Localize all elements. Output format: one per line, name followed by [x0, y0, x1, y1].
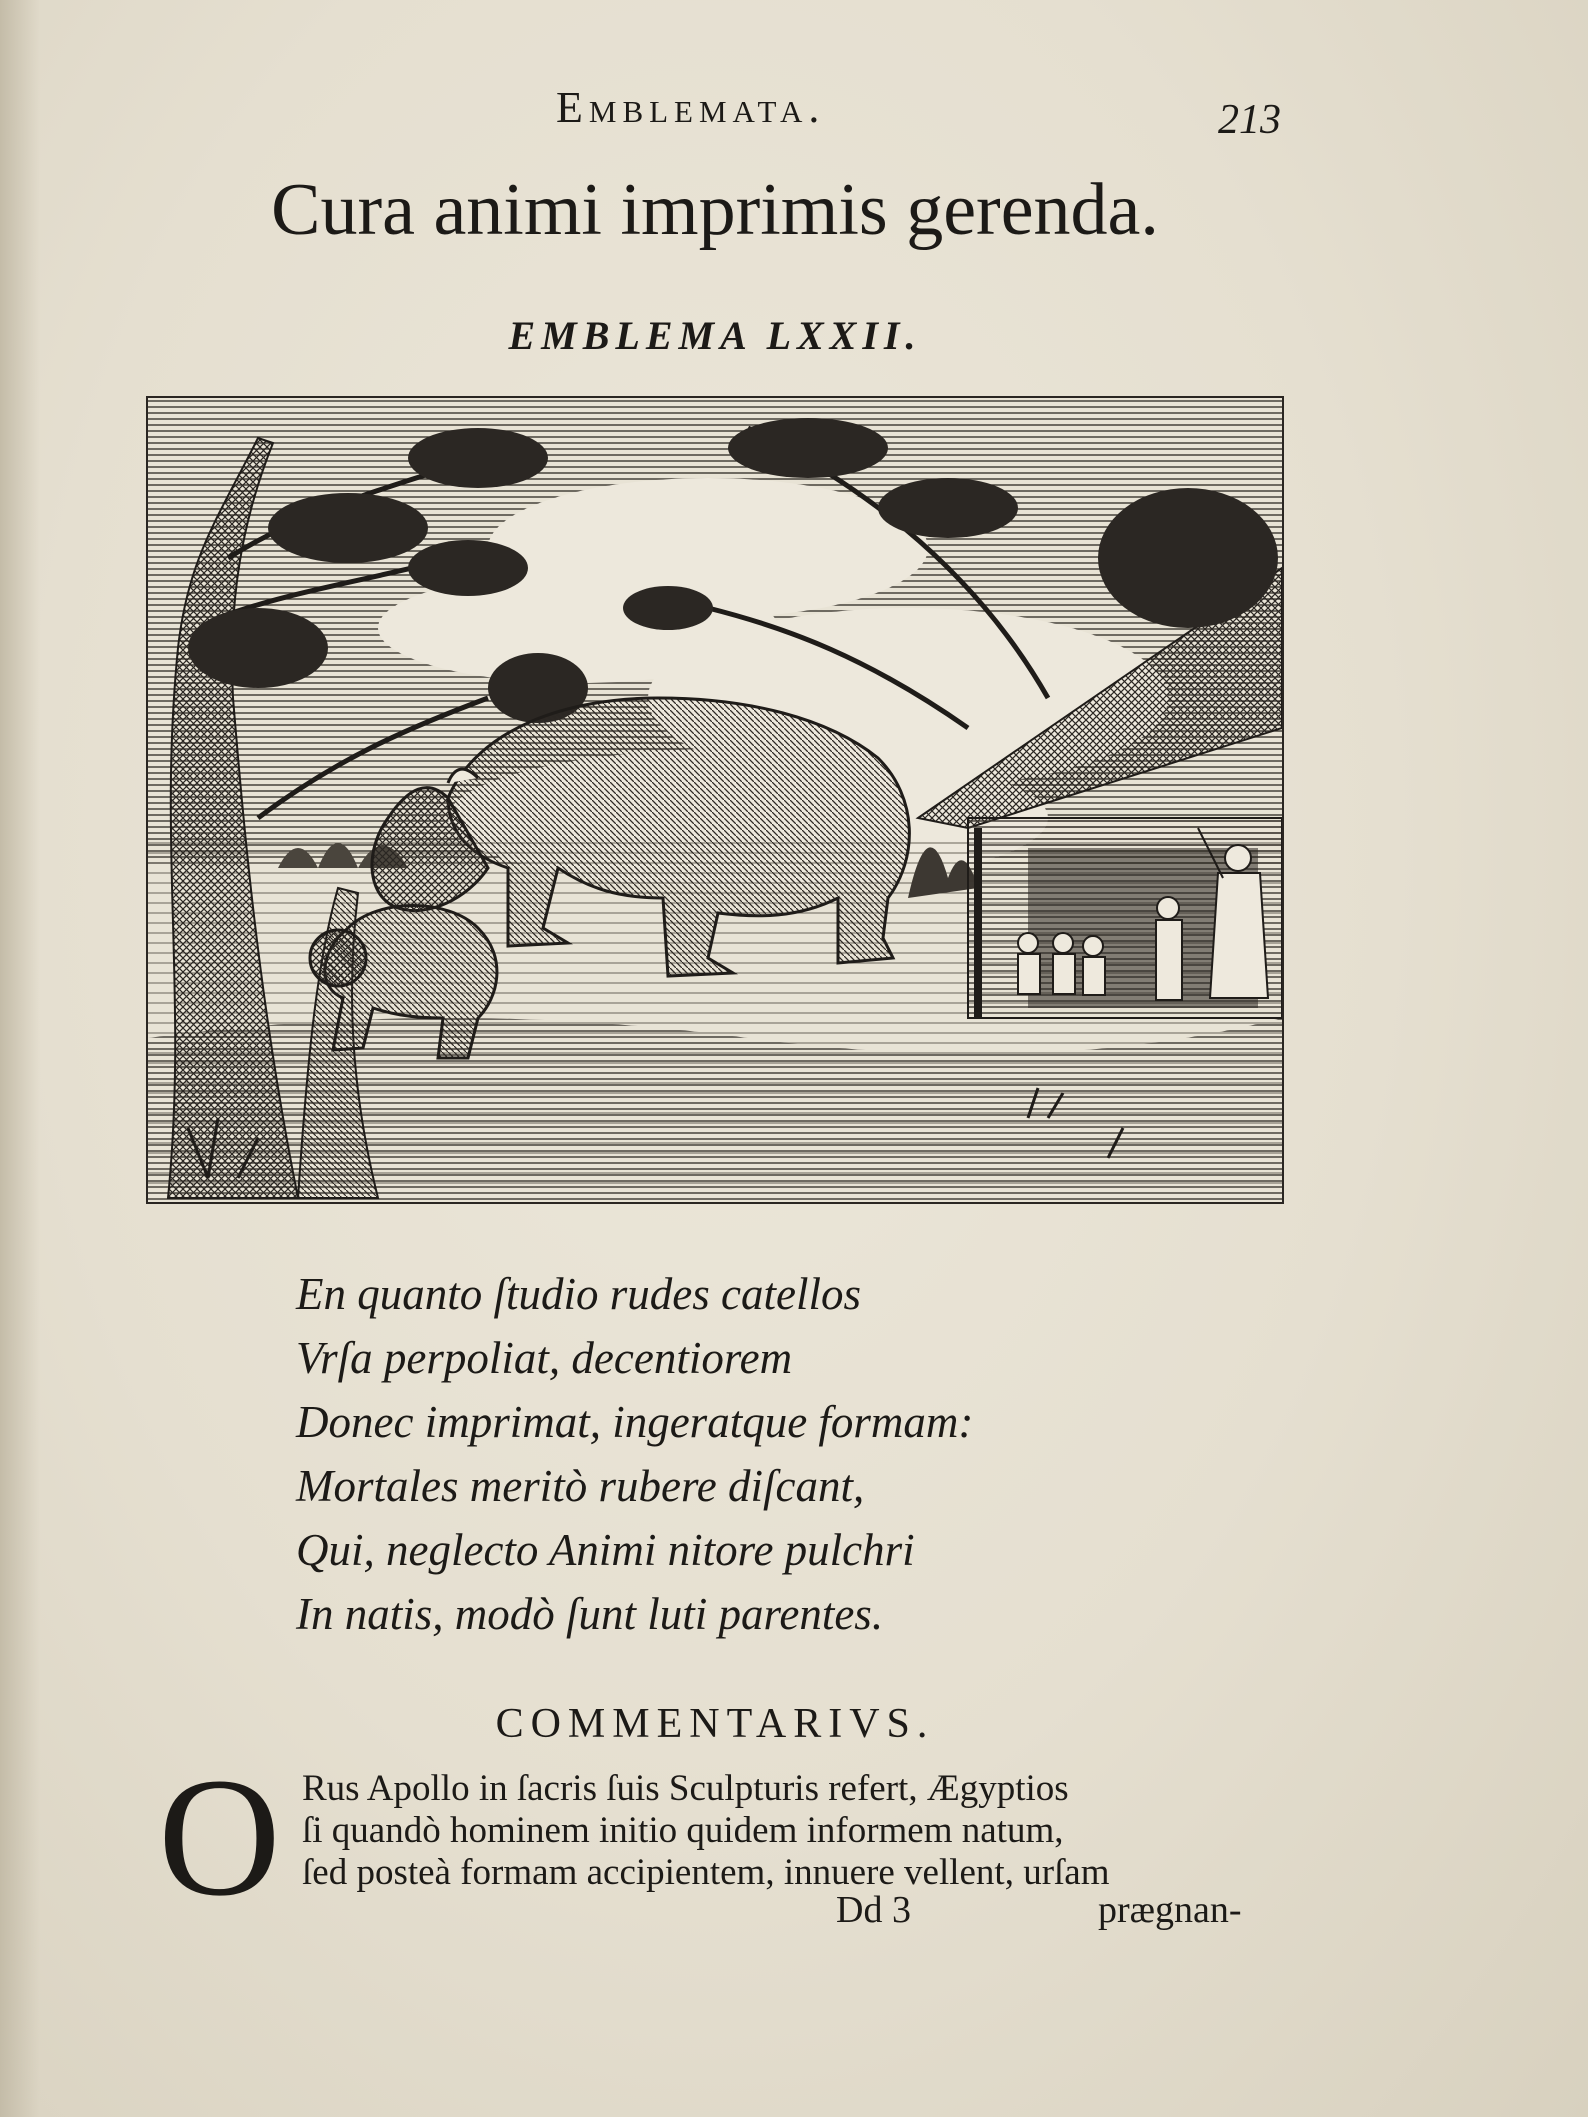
commentary-line: ſi quandò hominem initio quidem informem natum,	[302, 1810, 1064, 1851]
verse-line: Qui, neglecto Animi nitore pulchri	[296, 1525, 915, 1575]
emblem-number: EMBLEMA LXXII.	[508, 313, 922, 358]
emblem-verse	[296, 1262, 973, 1646]
signature-mark: Dd 3	[836, 1889, 911, 1931]
verse-line: Mortales meritò rubere diſcant,	[296, 1461, 865, 1511]
drop-cap: O	[158, 1743, 281, 1931]
commentary-heading: COMMENTARIVS.	[495, 1701, 935, 1747]
running-head: Emblemata.	[556, 83, 826, 132]
commentary-line: Rus Apollo in ſacris ſuis Sculpturis refert, Ægyptios	[302, 1768, 1069, 1809]
verse-line: Vrſa perpoliat, decentiorem	[296, 1333, 793, 1383]
verse-line: Donec imprimat, ingeratque formam:	[296, 1397, 974, 1447]
commentary-line: ſed posteà formam accipientem, innuere vellent, urſam	[302, 1852, 1110, 1893]
verse-line: En quanto ſtudio rudes catellos	[296, 1269, 861, 1319]
catchword: prægnan-	[1098, 1889, 1242, 1931]
bear-with-cub-engraving	[146, 396, 1284, 1204]
verse-line: In natis, modò ſunt luti parentes.	[296, 1589, 884, 1639]
emblem-title: Cura animi imprimis gerenda.	[271, 169, 1159, 251]
commentary-text	[302, 1768, 1272, 1894]
page-number: 213	[1218, 97, 1281, 143]
cub-head	[310, 930, 366, 986]
